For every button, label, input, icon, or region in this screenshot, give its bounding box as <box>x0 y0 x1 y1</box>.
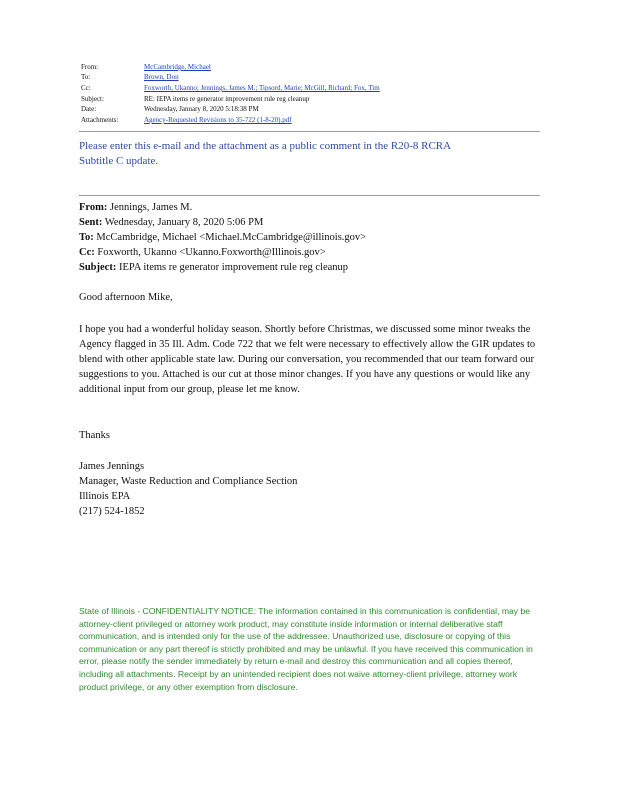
header-cc-label: Cc: <box>81 84 91 92</box>
closing-thanks: Thanks <box>79 430 110 441</box>
quoted-subject-label: Subject: <box>79 262 117 273</box>
signature-phone: (217) 524-1852 <box>79 506 145 517</box>
quoted-subject-value: IEPA items re generator improvement rule reg cleanup <box>116 262 349 273</box>
header-divider <box>79 131 540 132</box>
header-subject-label: Subject: <box>81 95 104 103</box>
quoted-to-row <box>79 230 539 245</box>
header-date-value: Wednesday, January 8, 2020 5:18:38 PM <box>144 105 259 113</box>
signature-name: James Jennings <box>79 461 145 472</box>
quoted-to-value: McCambridge, Michael <Michael.McCambridge@illinois.gov> <box>93 232 367 243</box>
greeting: Good afternoon Mike, <box>79 292 173 303</box>
header-subject-value: RE: IEPA items re generator improvement rule reg cleanup <box>144 95 310 103</box>
signature-org: Illinois EPA <box>79 491 131 502</box>
body-paragraph: I hope you had a wonderful holiday season. Shortly before Christmas, we discussed some minor tweaks the Agency flagged in 35 Ill. Adm. Code 722 that we felt were necessary to effectively allow the GIR updates to blend with other applicable state law. During our conversation, you recommended that our team forward our suggestions to you. Attached is our cut at those minor changes. If you have any questions or would like any additional input from our group, please let me know. <box>79 324 536 395</box>
header-to-label: To: <box>81 73 91 81</box>
quoted-from-label: From: <box>79 202 108 213</box>
confidentiality-notice: State of Illinois - CONFIDENTIALITY NOTICE: The information contained in this communication is confidential, may be attorney-client privileged or attorney work product, may constitute inside information or internal deliberative staff communication, and is intended only for the use of the addressee. Unauthorized use, disclosure or copying of this communication or any part thereof is strictly prohibited and may be unlawful. If you have received this communication in error, please notify the sender immediately by return e-mail and destroy this communication and all copies thereof, including all attachments. Receipt by an unintended recipient does not waive attorney-client privilege, attorney work product privilege, or any other exemption from disclosure. <box>79 606 533 692</box>
intro-message: Please enter this e-mail and the attachment as a public comment in the R20-8 RCRA Subtitle C update. <box>79 140 451 167</box>
attachment-link[interactable]: Agency-Requested Revisions to 35-722 (1-8-20).pdf <box>144 116 292 124</box>
quoted-cc-label: Cc: <box>79 247 95 258</box>
quoted-cc-row <box>79 245 539 260</box>
quoted-sent-label: Sent: <box>79 217 103 228</box>
quoted-to-label: To: <box>79 232 94 243</box>
header-from-label: From: <box>81 63 99 71</box>
quoted-divider <box>79 195 540 196</box>
header-attachments-label: Attachments: <box>81 116 119 124</box>
quoted-sent-value: Wednesday, January 8, 2020 5:06 PM <box>102 217 264 228</box>
signature-title: Manager, Waste Reduction and Compliance Section <box>79 476 298 487</box>
header-cc-links[interactable]: Foxworth, Ukanno; Jennings, James M.; Tipsord, Marie; McGill, Richard; Fox, Tim <box>144 84 380 92</box>
quoted-sent-row <box>79 215 539 230</box>
header-to-link[interactable]: Brown, Don <box>144 73 179 81</box>
quoted-email-header <box>79 200 539 275</box>
quoted-cc-value: Foxworth, Ukanno <Ukanno.Foxworth@Illinois.gov> <box>94 247 326 258</box>
header-date-label: Date: <box>81 105 97 113</box>
header-from-link[interactable]: McCambridge, Michael <box>144 63 211 71</box>
quoted-from-value: Jennings, James M. <box>107 202 193 213</box>
quoted-subject-row <box>79 260 539 275</box>
quoted-from-row <box>79 200 539 215</box>
signature <box>79 459 539 519</box>
